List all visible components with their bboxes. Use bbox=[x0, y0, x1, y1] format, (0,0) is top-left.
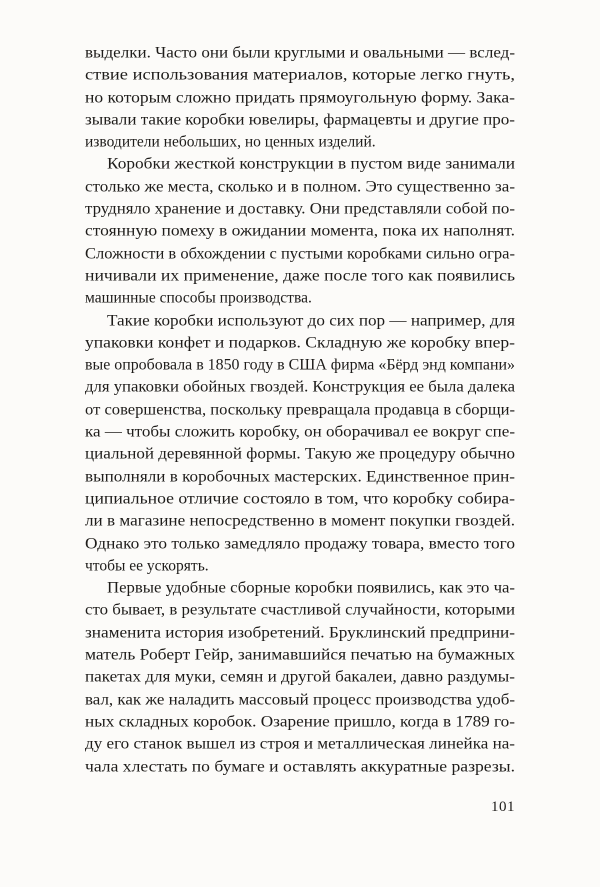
text-line: Такие коробки используют до сих пор — например, для bbox=[107, 312, 515, 330]
text-line: ли в магазине непосредственно в момент покупки гвоздей. bbox=[85, 512, 515, 530]
text-line: зывали такие коробки ювелиры, фармацевты и другие про- bbox=[85, 111, 515, 129]
text-line: выделки. Часто они были круглыми и овальными — вслед- bbox=[85, 44, 515, 62]
text-line: для упаковки обойных гвоздей. Конструкция ее была далека bbox=[85, 378, 516, 396]
text-line: трудняло хранение и доставку. Они представляли собой по- bbox=[85, 200, 515, 218]
text-line: упаковки конфет и подарков. Складную же коробку впер- bbox=[85, 334, 515, 352]
text-line: изводители небольших, но ценных изделий. bbox=[85, 133, 376, 151]
text-line: Однако это только замедляло продажу товара, вместо того bbox=[85, 535, 516, 553]
text-line: Сложности в обхождении с пустыми коробками сильно огра- bbox=[85, 245, 515, 263]
text-line: сто бывает, в результате счастливой случайности, которыми bbox=[85, 601, 515, 619]
text-line: ствие использования материалов, которые легко гнуть, bbox=[85, 66, 515, 84]
text-line: чтобы ее ускорять. bbox=[85, 557, 209, 575]
paragraph bbox=[85, 152, 515, 308]
paragraph bbox=[85, 41, 515, 152]
text-line: ничивали их применение, даже после того как появились bbox=[85, 267, 515, 285]
text-line: Первые удобные сборные коробки появились, как это ча- bbox=[107, 579, 515, 597]
text-line: вые опробовала в 1850 году в США фирма «Бёрд энд компани» bbox=[85, 356, 515, 374]
text-line: пакетах для муки, семян и другой бакалеи, давно раздумы- bbox=[85, 668, 515, 686]
text-line: ка — чтобы сложить коробку, он оборачивал ее вокруг спе- bbox=[85, 423, 515, 441]
text-line: ных складных коробок. Озарение пришло, когда в 1789 го- bbox=[85, 713, 515, 731]
text-line: матель Роберт Гейр, занимавшийся печатью на бумажных bbox=[85, 646, 516, 664]
text-line: но которым сложно придать прямоугольную форму. Зака- bbox=[85, 89, 515, 107]
text-line: машинные способы производства. bbox=[85, 289, 312, 307]
text-line: ду его станок вышел из строя и металлическая линейка на- bbox=[85, 735, 515, 753]
text-line: столько же места, сколько и в полном. Это существенно за- bbox=[85, 178, 515, 196]
text-line: от совершенства, поскольку превращала продавца в сборщи- bbox=[85, 401, 515, 419]
text-line: циальной деревянной формы. Такую же процедуру обычно bbox=[85, 445, 516, 463]
text-line: знаменита история изобретений. Бруклинский предприни- bbox=[85, 624, 515, 642]
text-line: Коробки жесткой конструкции в пустом виде занимали bbox=[107, 155, 515, 173]
text-line: выполняли в коробочных мастерских. Единственное прин- bbox=[85, 468, 515, 486]
paragraph bbox=[85, 309, 515, 577]
paragraph bbox=[85, 576, 515, 777]
text-line: чала хлестать по бумаге и оставлять аккуратные разрезы. bbox=[85, 758, 515, 775]
text-block bbox=[85, 41, 515, 777]
text-line: ципиальное отличие состояло в том, что коробку собира- bbox=[85, 490, 515, 508]
text-line: стоянную помеху в ожидании момента, пока их наполнят. bbox=[85, 222, 515, 240]
text-line: вал, как же наладить массовый процесс производства удоб- bbox=[85, 691, 515, 709]
page-number: 101 bbox=[491, 799, 515, 815]
